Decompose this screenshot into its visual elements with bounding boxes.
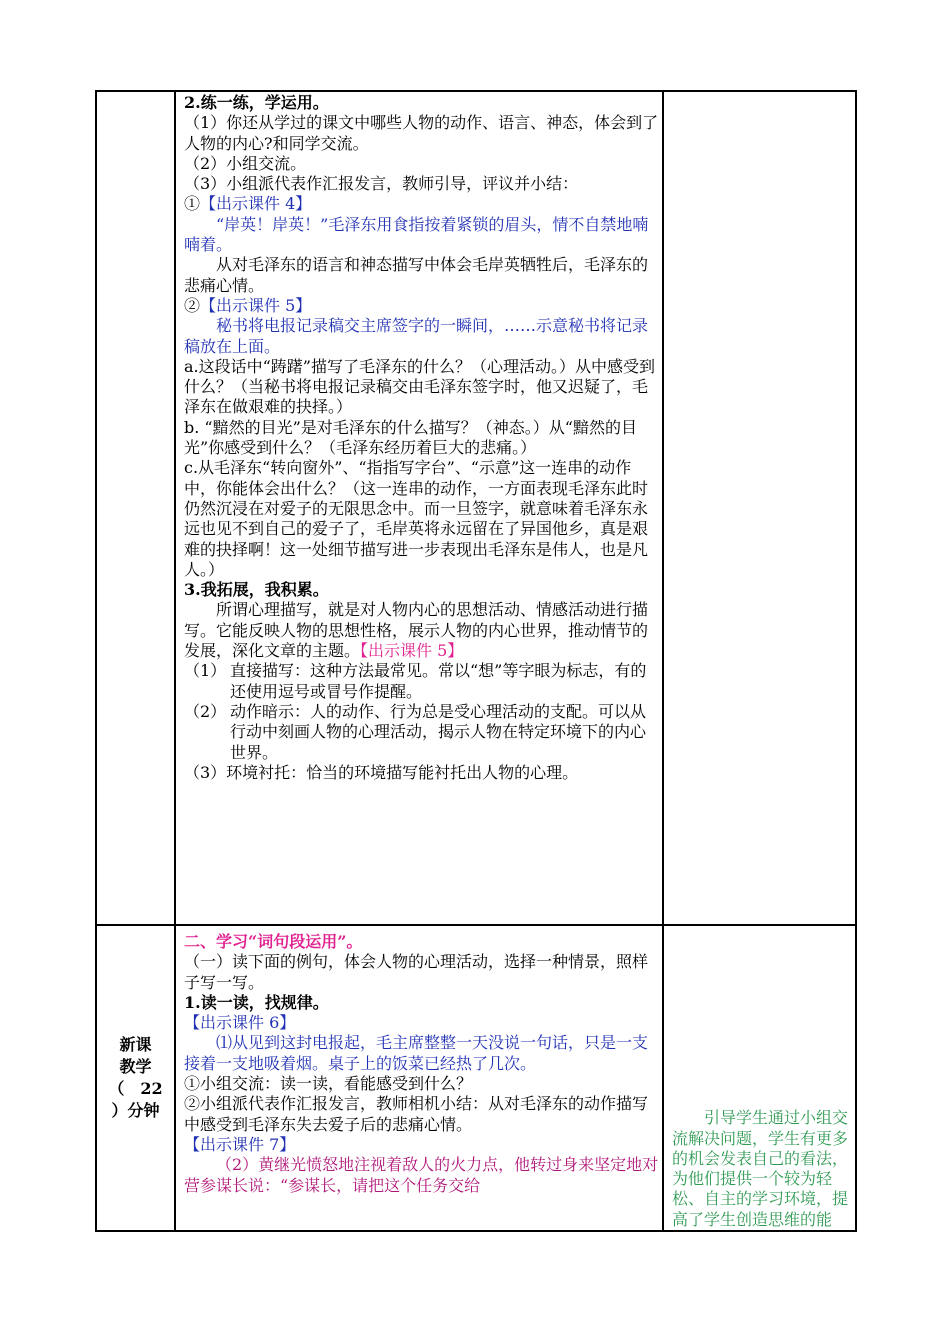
item-2 bbox=[184, 296, 659, 316]
label-line-3: （ 22 bbox=[108, 1079, 163, 1098]
question-b: b. “黯然的目光”是对毛泽东的什么描写？（神态。）从“黯然的目光”你感受到什么？（毛泽东经历着巨大的悲痛。） bbox=[184, 417, 637, 458]
section-label bbox=[97, 1034, 174, 1122]
teaching-note: 引导学生通过小组交流解决问题，学生有更多的机会发表自己的看法，为他们提供一个较为轻松、自主的学习环境，提高了学生创造思维的能 bbox=[672, 1108, 849, 1229]
question-3: （3）小组派代表作汇报发言，教师引导，评议并小结： bbox=[184, 174, 579, 194]
item-1 bbox=[184, 194, 659, 214]
label-line-1: 新课 bbox=[119, 1035, 152, 1054]
method-1-text: 直接描写：这种方法最常见。常以“想”等字眼为标志，有的还使用逗号或冒号作提醒。 bbox=[230, 661, 647, 701]
table-row bbox=[96, 91, 856, 925]
definition-text: 所谓心理描写，就是对人物内心的思想活动、情感活动进行描写。它能反映人物的思想性格，展示人物的内心世界，推动情节的发展，深化文章的主题。 bbox=[184, 600, 649, 661]
method-1-num: （1） bbox=[184, 661, 227, 681]
table-row bbox=[96, 925, 856, 1231]
quote-2: 秘书将电报记录稿交主席签字的一瞬间，……示意秘书将记录稿放在上面。 bbox=[184, 316, 649, 356]
example-2: （2）黄继光愤怒地注视着敌人的火力点，他转过身来坚定地对营参谋长说：“参谋长，请把这个任务交给 bbox=[184, 1155, 659, 1195]
definition bbox=[184, 600, 659, 661]
courseware-link-5b[interactable]: 【出示课件 5】 bbox=[360, 641, 464, 661]
heading-practice: 2.练一练，学运用。 bbox=[184, 93, 329, 112]
courseware-link-7[interactable]: 【出示课件 7】 bbox=[184, 1134, 296, 1154]
question-2: （2）小组交流。 bbox=[184, 153, 307, 173]
example-1: ⑴从见到这封电报起，毛主席整整一天没说一句话，只是一支接着一支地吸着烟。桌子上的饭菜已经热了几次。 bbox=[184, 1033, 649, 1073]
courseware-link-5[interactable]: 【出示课件 5】 bbox=[200, 295, 312, 315]
lesson-plan-table bbox=[95, 90, 857, 1232]
method-2 bbox=[184, 702, 659, 763]
content-cell bbox=[175, 925, 663, 1231]
section-title: 二、学习“词句段运用”。 bbox=[184, 932, 363, 951]
notes-cell-empty bbox=[663, 91, 856, 925]
method-1 bbox=[184, 661, 659, 702]
step-2: ②小组派代表作汇报发言，教师相机小结：从对毛泽东的动作描写中感受到毛泽东失去爱子后的悲痛心情。 bbox=[184, 1094, 649, 1134]
analysis-1: 从对毛泽东的语言和神态描写中体会毛岸英牺牲后，毛泽东的悲痛心情。 bbox=[184, 255, 649, 295]
question-a: a.这段话中“踌躇”描写了毛泽东的什么？（心理活动。）从中感受到什么？（当秘书将电报记录稿交由毛泽东签字时，他又迟疑了，毛泽东在做艰难的抉择。） bbox=[184, 356, 655, 417]
sub-instruction: （一）读下面的例句，体会人物的心理活动，选择一种情景，照样子写一写。 bbox=[184, 952, 649, 992]
label-line-2: 教学 bbox=[119, 1057, 152, 1076]
content-cell bbox=[175, 91, 663, 925]
question-c: c.从毛泽东“转向窗外”、“指指写字台”、“示意”这一连串的动作中，你能体会出什么？（这一连串的动作，一方面表现毛泽东此时仍然沉浸在对爱子的无限思念中。而一旦签字，就意味着毛泽东永远也见不到自己的爱子了，毛岸英将永远留在了异国他乡，真是艰难的抉择啊！这一处细节描写进一步表现出毛泽东是伟人，也是凡人。） bbox=[184, 458, 649, 579]
label-line-4: ）分钟 bbox=[111, 1101, 160, 1120]
heading-read: 1.读一读，找规律。 bbox=[184, 992, 329, 1012]
method-2-text: 动作暗示：人的动作、行为总是受心理活动的支配。可以从行动中刻画人物的心理活动，揭示人物在特定环境下的内心世界。 bbox=[230, 701, 647, 762]
heading-extend: 3.我拓展，我积累。 bbox=[184, 580, 329, 600]
courseware-link-4[interactable]: 【出示课件 4】 bbox=[200, 194, 312, 214]
method-2-num: （2） bbox=[184, 701, 227, 721]
courseware-link-6[interactable]: 【出示课件 6】 bbox=[184, 1013, 296, 1033]
label-cell-empty bbox=[96, 91, 175, 925]
method-3: （3）环境衬托：恰当的环境描写能衬托出人物的心理。 bbox=[184, 762, 579, 782]
step-1: ①小组交流：读一读，看能感受到什么？ bbox=[184, 1074, 473, 1094]
quote-1: “岸英！岸英！”毛泽东用食指按着紧锁的眉头，情不自禁地喃喃着。 bbox=[184, 214, 649, 255]
question-1: （1）你还从学过的课文中哪些人物的动作、语言、神态，体会到了人物的内心?和同学交流。 bbox=[184, 113, 659, 153]
item-2-num: ② bbox=[184, 295, 201, 315]
item-1-num: ① bbox=[184, 194, 201, 214]
label-cell bbox=[96, 925, 175, 1231]
notes-cell bbox=[663, 925, 856, 1231]
